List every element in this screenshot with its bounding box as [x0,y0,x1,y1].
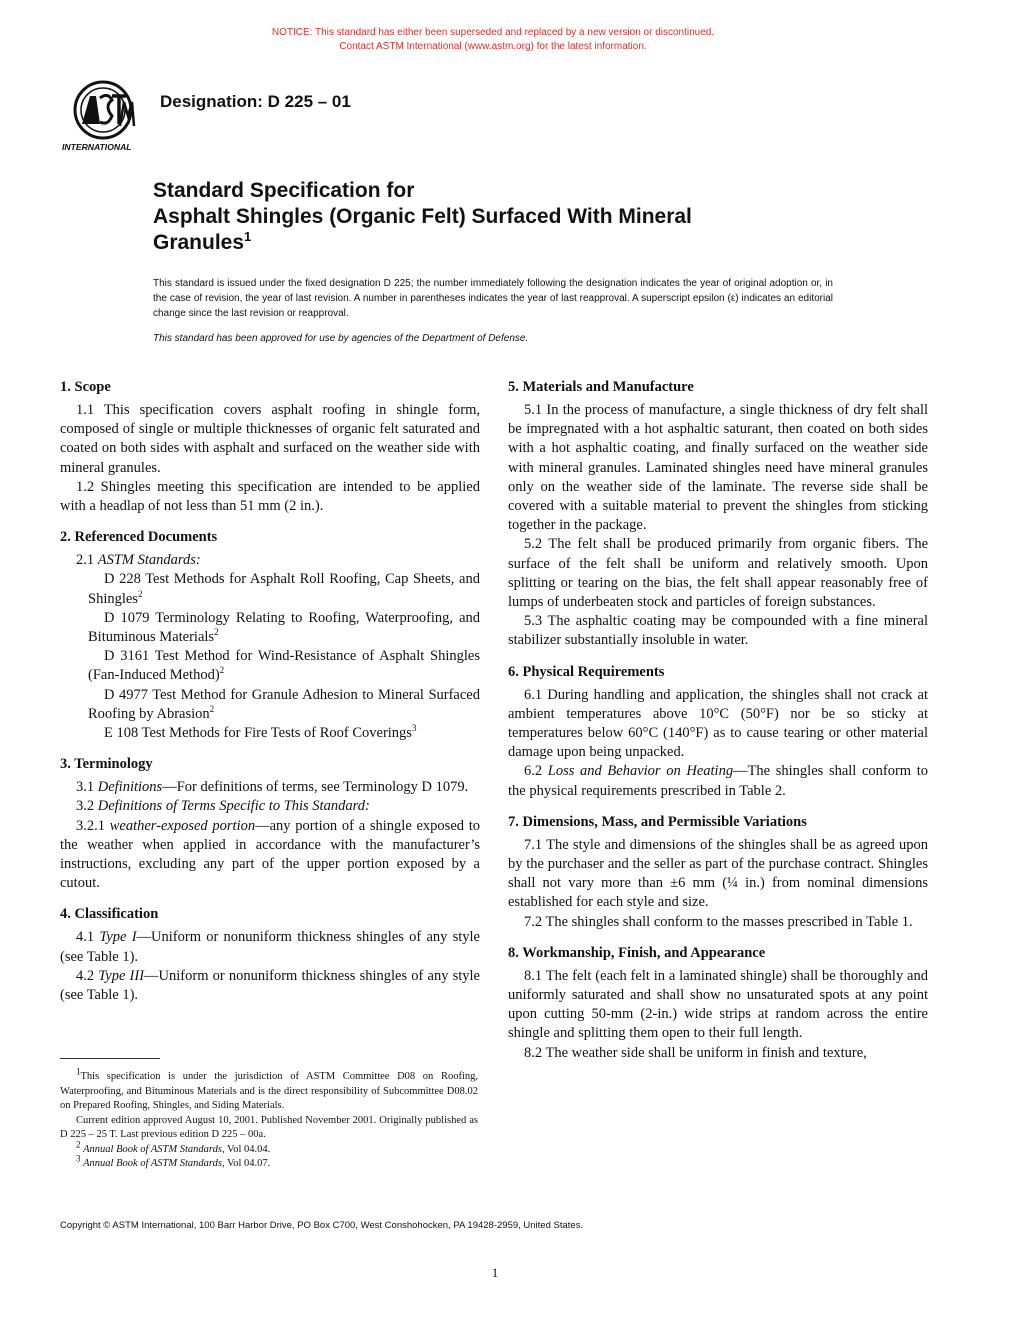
footnote-source: Annual Book of ASTM Standards [83,1158,222,1169]
reference-item [60,609,480,647]
paragraph: 1.1 This specification covers asphalt roofing in shingle form, composed of single or multiple thicknesses of organic felt saturated and coated on both sides with asphalt and surfaced on the weather side with mineral granules. [60,402,480,476]
reference-text: D 1079 Terminology Relating to Roofing, Waterproofing, and Bituminous Materials [88,609,480,646]
section-materials [508,377,928,651]
title-footnote-mark: 1 [244,229,252,244]
footnote-mark: 2 [219,665,225,676]
section-workmanship [508,943,928,1063]
clause-text: —Uniform or nonuniform thickness shingles of any style (see Table 1). [60,967,480,1004]
paragraph: 7.1 The style and dimensions of the shingles shall be as agreed upon by the purchaser and the seller as part of the purchase contract. Shingles shall not vary more than ±6 mm (¼ in.) from nominal dimensions established for each style and size. [508,836,928,911]
copyright-line: Copyright © ASTM International, 100 Barr Harbor Drive, PO Box C700, West Conshohocken, PA 19428-2959, United States. [60,1220,584,1231]
paragraph: 5.1 In the process of manufacture, a single thickness of dry felt shall be impregnated with a hot asphaltic saturant, then coated on both sides with a hot asphaltic coating, and finally surfaced on the weather side with mineral granules. Laminated shingles need have mineral granules only on the weather side of the laminate. The reverse side shall be covered with a suitable material to prevent the shingles from sticking together in the package. [508,402,928,534]
clause-number: 3.1 [76,779,95,796]
clause-number: 4.2 [76,967,95,984]
section-heading: 6. Physical Requirements [508,663,665,680]
clause-title: ASTM Standards: [97,552,201,569]
section-heading: 4. Classification [60,906,159,923]
left-column [60,377,480,1016]
clause-title: Type III [98,967,145,984]
supersession-notice [0,26,986,54]
reference-text: D 228 Test Methods for Asphalt Roll Roofing, Cap Sheets, and Shingles [88,571,480,607]
clause-title: Definitions of Terms Specific to This Standard: [97,798,370,815]
astm-logo [60,76,146,154]
paragraph: 8.1 The felt (each felt in a laminated shingle) shall be thoroughly and uniformly saturated and shall show no unsaturated spots at any point upon cutting 50-mm (2-in.) wide strips at random across the entire shingle and splitting them open to their full length. [508,967,928,1042]
footnote-mark: 1 [76,1066,81,1077]
footnote-mark: 2 [137,588,143,599]
paragraph: 7.2 The shingles shall conform to the masses prescribed in Table 1. [524,913,913,930]
designation: Designation: D 225 – 01 [160,92,351,111]
section-heading: 2. Referenced Documents [60,529,218,546]
paragraph [60,928,480,966]
paragraph: 8.2 The weather side shall be uniform in finish and texture, [524,1044,867,1061]
footnote-mark: 3 [76,1153,81,1164]
footnote-1-continued: Current edition approved August 10, 2001. Published November 2001. Originally published as D 225 – 25 T. Last previous edition D 225 – 00a. [60,1114,478,1140]
footnote-2 [60,1139,478,1158]
title-line-3-text: Granules [153,231,245,254]
paragraph [60,778,480,797]
clause-number: 4.1 [76,929,95,946]
logo-wordmark: INTERNATIONAL [62,142,132,152]
clause-number: 3.2 [76,798,95,815]
title-line-2: Asphalt Shingles (Organic Felt) Surfaced With Mineral [153,205,692,228]
clause-text: —any portion of a shingle exposed to the weather when applied in accordance with the manufacturer’s instructions, excluding any part of the upper portion exposed by a cutout. [60,817,481,892]
section-physical-requirements [508,662,928,801]
footnote-mark: 2 [76,1139,81,1149]
reference-text: E 108 Test Methods for Fire Tests of Roof Coverings [104,725,412,742]
paragraph: 1.2 Shingles meeting this specification are intended to be applied with a headlap of not less than 51 mm (2 in.). [60,478,480,515]
reference-item [60,686,480,724]
paragraph [60,817,480,894]
clause-number: 6.2 [524,763,543,780]
section-referenced-documents [60,527,480,743]
footnotes [60,1066,478,1172]
notice-line-1: NOTICE: This standard has either been superseded and replaced by a new version or discontinued. [271,27,715,38]
section-heading: 7. Dimensions, Mass, and Permissible Variations [508,813,807,830]
paragraph: 5.3 The asphaltic coating may be compounded with a fine mineral stabilizer substantially insoluble in water. [508,613,928,649]
footnote-mark: 2 [209,704,215,715]
document-title [153,178,853,256]
page-number: 1 [491,1265,499,1280]
paragraph [60,797,480,816]
footnote-mark: 2 [214,627,219,638]
clause-number: 2.1 [76,552,95,569]
footnote-source: Annual Book of ASTM Standards [83,1143,222,1155]
approval-statement: This standard has been approved for use by agencies of the Department of Defense. [153,333,529,344]
paragraph [508,762,928,800]
paragraph: 6.1 During handling and application, the shingles shall not crack at ambient temperatures above 10°C (50°F) nor be so sticky at temperatures below 60°C (140°F) as to cause tearing or other material damage upon being unpacked. [508,686,928,761]
issued-statement: This standard is issued under the fixed designation D 225; the number immediately following the designation indicates the year of original adoption or, in the case of revision, the year of last revision. A number in parentheses indicates the year of last reapproval. A superscript epsilon (ε) indicates an editorial change since the last revision or reapproval. [153,278,833,319]
paragraph [60,967,480,1005]
reference-item [60,724,480,743]
section-heading: 5. Materials and Manufacture [508,379,694,395]
astm-logo-icon [60,76,146,154]
clause-title: Definitions [97,779,163,796]
paragraph: 5.2 The felt shall be produced primarily from organic fibers. The surface of the felt shall be uniform and relatively smooth. Upon splitting or tearing on the bias, the felt shall appear reasonably free of lumps of underbeaten stock and particles of foreign substances. [508,536,928,611]
section-heading: 3. Terminology [60,756,153,773]
clause-text: —Uniform or nonuniform thickness shingles of any style (see Table 1). [60,929,480,965]
footnote-mark: 3 [411,723,417,734]
footnote-3 [60,1153,478,1172]
section-dimensions [508,812,928,932]
footnote-text: , Vol 04.07. [221,1158,271,1169]
section-heading: 8. Workmanship, Finish, and Appearance [508,944,766,961]
right-column [508,377,928,1074]
notice-line-2: Contact ASTM International (www.astm.org) for the latest information. [339,41,647,52]
footnote-text: This specification is under the jurisdiction of ASTM Committee D08 on Roofing, Waterproofing, and Bituminous Materials and is the direct responsibility of Subcommittee D08.02 on Prepared Roofing, Shingles, and Siding Materials. [60,1071,478,1111]
reference-text: D 3161 Test Method for Wind-Resistance of Asphalt Shingles (Fan-Induced Method) [88,648,480,684]
reference-text: D 4977 Test Method for Granule Adhesion to Mineral Surfaced Roofing by Abrasion [88,686,480,722]
reference-item [60,570,480,608]
clause-number: 3.2.1 [76,817,105,834]
paragraph [60,551,480,570]
footnote-1 [60,1066,478,1114]
footnote-text: , Vol 04.04. [221,1143,271,1155]
title-line-1: Standard Specification for [153,179,415,202]
footnote-divider [60,1058,160,1059]
section-classification [60,904,480,1005]
clause-title: weather-exposed portion [109,817,256,834]
clause-title: Type I [99,929,137,946]
reference-item [60,647,480,685]
section-terminology [60,754,480,893]
clause-text: —For definitions of terms, see Terminology D 1079. [162,779,469,796]
title-line-3 [153,230,853,256]
clause-title: Loss and Behavior on Heating [547,763,734,780]
section-heading: 1. Scope [60,379,111,395]
section-scope [60,377,480,516]
clause-text: —The shingles shall conform to the physical requirements prescribed in Table 2. [508,763,929,799]
